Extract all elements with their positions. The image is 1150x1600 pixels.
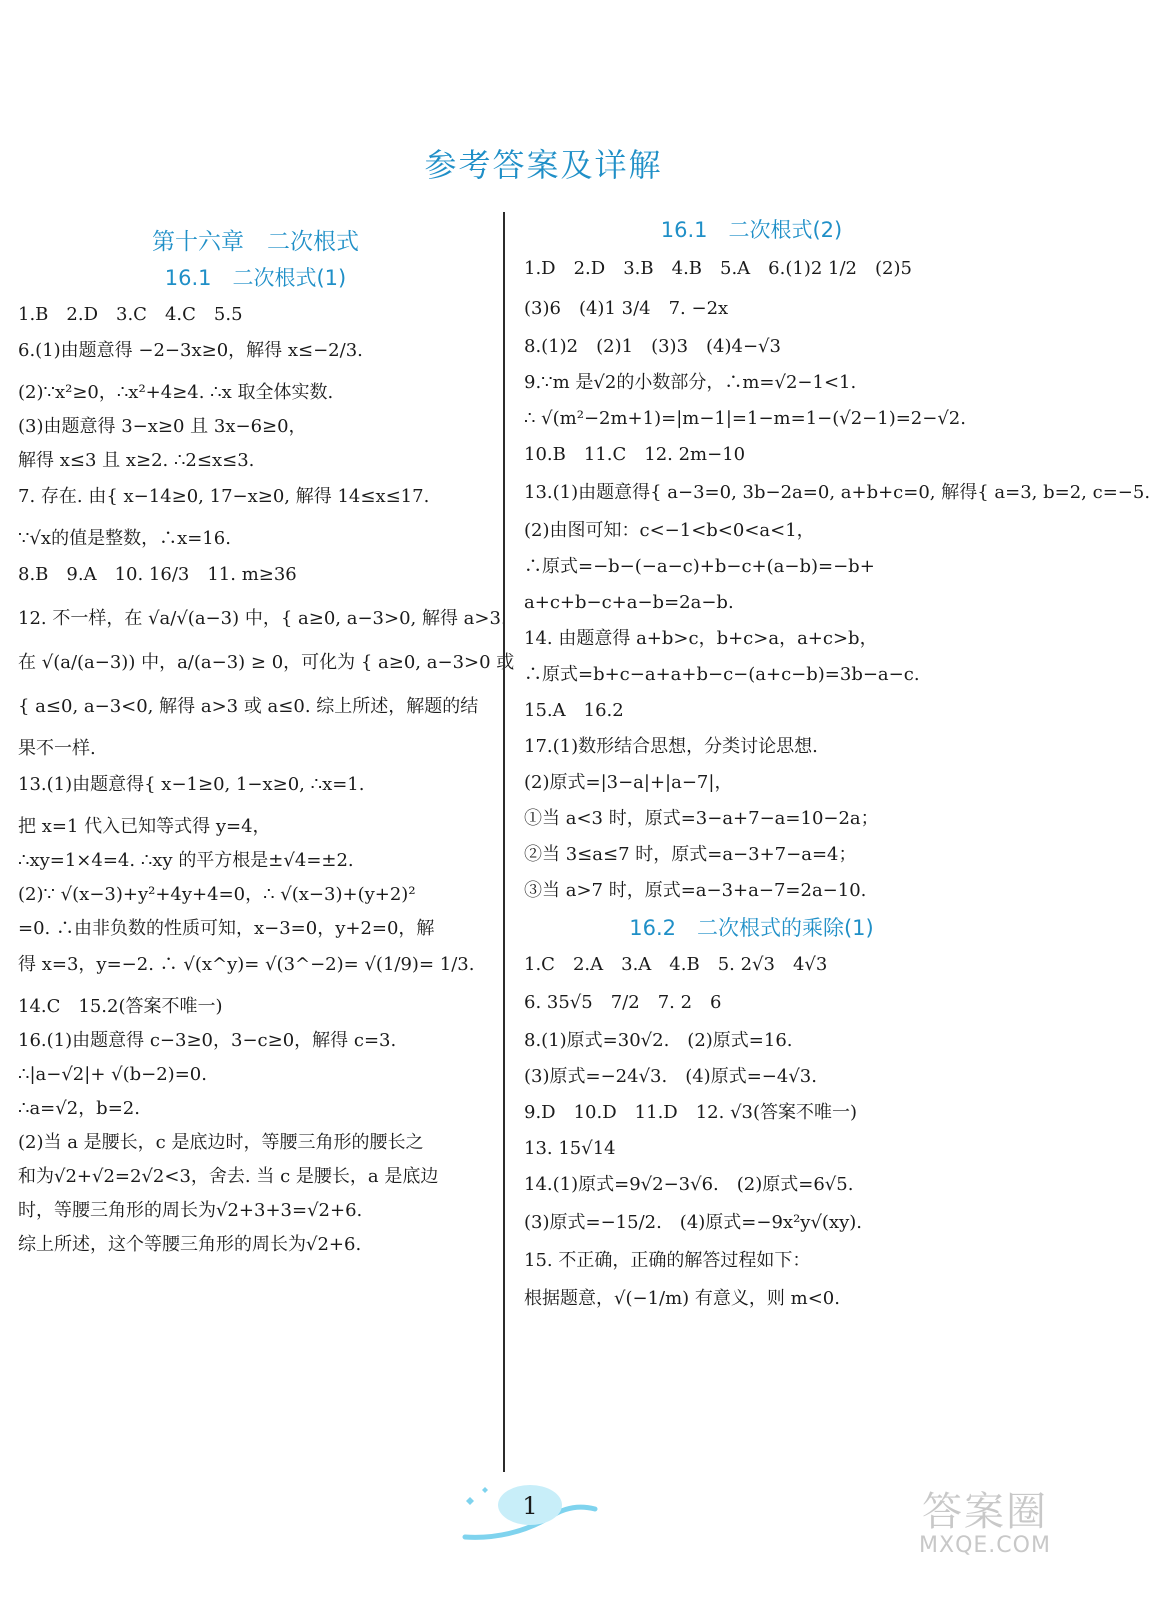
answer-line: (3)由题意得 3−x≥0 且 3x−6≥0， bbox=[18, 416, 307, 437]
answer-line: 8.(1)2 (2)1 (3)3 (4)4−√3 bbox=[524, 336, 781, 357]
answer-line: 时，等腰三角形的周长为√2+3+3=√2+6. bbox=[18, 1200, 363, 1221]
section-heading: 16.2 二次根式的乘除(1) bbox=[629, 916, 874, 940]
answer-line: (2)原式=|3−a|+|a−7|， bbox=[524, 772, 733, 793]
answer-line: 13. 15√14 bbox=[524, 1138, 616, 1159]
answer-line: 6. 35√5 7/2 7. 2 6 bbox=[524, 992, 722, 1013]
left-column bbox=[18, 215, 515, 1264]
chapter-heading: 第十六章 二次根式 bbox=[152, 229, 359, 255]
page-title: 参考答案及详解 bbox=[424, 146, 663, 184]
answer-line: (2)由图可知：c<−1<b<0<a<1， bbox=[524, 520, 815, 541]
answer-line: 14.(1)原式=9√2−3√6. (2)原式=6√5. bbox=[524, 1174, 854, 1195]
answer-line: 7. 存在. 由{ x−14≥0, 17−x≥0, 解得 14≤x≤17. bbox=[18, 486, 430, 507]
answer-line: (2)当 a 是腰长，c 是底边时，等腰三角形的腰长之 bbox=[18, 1132, 424, 1153]
answer-line: a+c+b−c+a−b=2a−b. bbox=[524, 592, 734, 613]
answer-line: 把 x=1 代入已知等式得 y=4， bbox=[18, 816, 271, 837]
answer-line: 1.D 2.D 3.B 4.B 5.A 6.(1)2 1/2 (2)5 bbox=[524, 258, 912, 279]
watermark-logo bbox=[890, 1480, 1080, 1558]
answer-line: 17.(1)数形结合思想，分类讨论思想. bbox=[524, 736, 818, 757]
answer-line: 13.(1)由题意得{ x−1≥0, 1−x≥0, ∴x=1. bbox=[18, 774, 365, 795]
answer-line: 综上所述，这个等腰三角形的周长为√2+6. bbox=[18, 1234, 362, 1255]
answer-line: 14.C 15.2(答案不唯一) bbox=[18, 996, 223, 1017]
answer-line: 13.(1)由题意得{ a−3=0, 3b−2a=0, a+b+c=0, 解得{ a=3, b=2, c=−5. bbox=[524, 482, 1150, 503]
section-heading: 16.1 二次根式(1) bbox=[164, 266, 347, 290]
watermark-text: 答案圈 bbox=[922, 1489, 1048, 1535]
answer-line: =0. ∴由非负数的性质可知，x−3=0，y+2=0，解 bbox=[18, 918, 435, 939]
page-number: 1 bbox=[522, 1492, 538, 1520]
answer-line: 1.C 2.A 3.A 4.B 5. 2√3 4√3 bbox=[524, 954, 828, 975]
answer-line: ∴xy=1×4=4. ∴xy 的平方根是±√4=±2. bbox=[18, 850, 354, 871]
answer-line: ③当 a>7 时，原式=a−3+a−7=2a−10. bbox=[524, 880, 867, 901]
answer-line: 12. 不一样，在 √a/√(a−3) 中，{ a≥0, a−3>0, 解得 a>3. bbox=[18, 608, 507, 629]
answer-line: ∵√x的值是整数，∴x=16. bbox=[18, 528, 231, 549]
answer-line: 15. 不正确，正确的解答过程如下： bbox=[524, 1250, 811, 1271]
answer-line: 8.B 9.A 10. 16/3 11. m≥36 bbox=[18, 564, 297, 585]
answer-line: 得 x=3，y=−2. ∴ √(x^y)= √(3^−2)= √(1/9)= 1/3. bbox=[18, 954, 475, 975]
answer-line: 6.(1)由题意得 −2−3x≥0，解得 x≤−2/3. bbox=[18, 340, 363, 361]
answer-line: ∴原式=b+c−a+a+b−c−(a+c−b)=3b−a−c. bbox=[524, 664, 920, 685]
answer-line: (3)6 (4)1 3/4 7. −2x bbox=[524, 298, 729, 319]
answer-line: 15.A 16.2 bbox=[524, 700, 624, 721]
answer-line: ∴原式=−b−(−a−c)+b−c+(a−b)=−b+ bbox=[524, 556, 875, 577]
answer-line: ①当 a<3 时，原式=3−a+7−a=10−2a； bbox=[524, 808, 879, 829]
answer-line: 9.∵m 是√2的小数部分，∴m=√2−1<1. bbox=[524, 372, 857, 393]
answer-line: (2)∵ √(x−3)+y²+4y+4=0，∴ √(x−3)+(y+2)² bbox=[18, 884, 416, 905]
answer-line: ∴a=√2，b=2. bbox=[18, 1098, 140, 1119]
answer-line: 16.(1)由题意得 c−3≥0，3−c≥0，解得 c=3. bbox=[18, 1030, 397, 1051]
watermark-url: MXQE.COM bbox=[919, 1533, 1051, 1558]
answer-line: 解得 x≤3 且 x≥2. ∴2≤x≤3. bbox=[18, 450, 255, 471]
answer-line: 果不一样. bbox=[18, 738, 96, 759]
answer-line: 8.(1)原式=30√2. (2)原式=16. bbox=[524, 1030, 793, 1051]
answer-line: 根据题意，√(−1/m) 有意义，则 m<0. bbox=[524, 1288, 840, 1309]
answer-line: { a≤0, a−3<0, 解得 a>3 或 a≤0. 综上所述，解题的结 bbox=[18, 696, 479, 717]
answer-line: ∴|a−√2|+ √(b−2)=0. bbox=[18, 1064, 207, 1085]
answer-line: 10.B 11.C 12. 2m−10 bbox=[524, 444, 746, 465]
answer-line: 9.D 10.D 11.D 12. √3(答案不唯一) bbox=[524, 1102, 858, 1123]
answer-line: 在 √(a/(a−3)) 中，a/(a−3) ≥ 0，可化为 { a≥0, a−3>0 或 bbox=[18, 652, 515, 673]
answer-line: ∴ √(m²−2m+1)=|m−1|=1−m=1−(√2−1)=2−√2. bbox=[524, 408, 966, 429]
right-column bbox=[524, 208, 1150, 1322]
answer-line: ②当 3≤a≤7 时，原式=a−3+7−a=4； bbox=[524, 844, 857, 865]
answer-line: 和为√2+√2=2√2<3，舍去. 当 c 是腰长，a 是底边 bbox=[18, 1166, 439, 1187]
column-divider bbox=[503, 212, 505, 1472]
answer-line: (3)原式=−24√3. (4)原式=−4√3. bbox=[524, 1066, 817, 1087]
answer-line: 1.B 2.D 3.C 4.C 5.5 bbox=[18, 304, 243, 325]
section-heading: 16.1 二次根式(2) bbox=[660, 218, 843, 242]
answer-line: 14. 由题意得 a+b>c，b+c>a，a+c>b， bbox=[524, 628, 878, 649]
answer-line: (2)∵x²≥0，∴x²+4≥4. ∴x 取全体实数. bbox=[18, 382, 334, 403]
answer-line: (3)原式=−15/2. (4)原式=−9x²y√(xy). bbox=[524, 1212, 863, 1233]
